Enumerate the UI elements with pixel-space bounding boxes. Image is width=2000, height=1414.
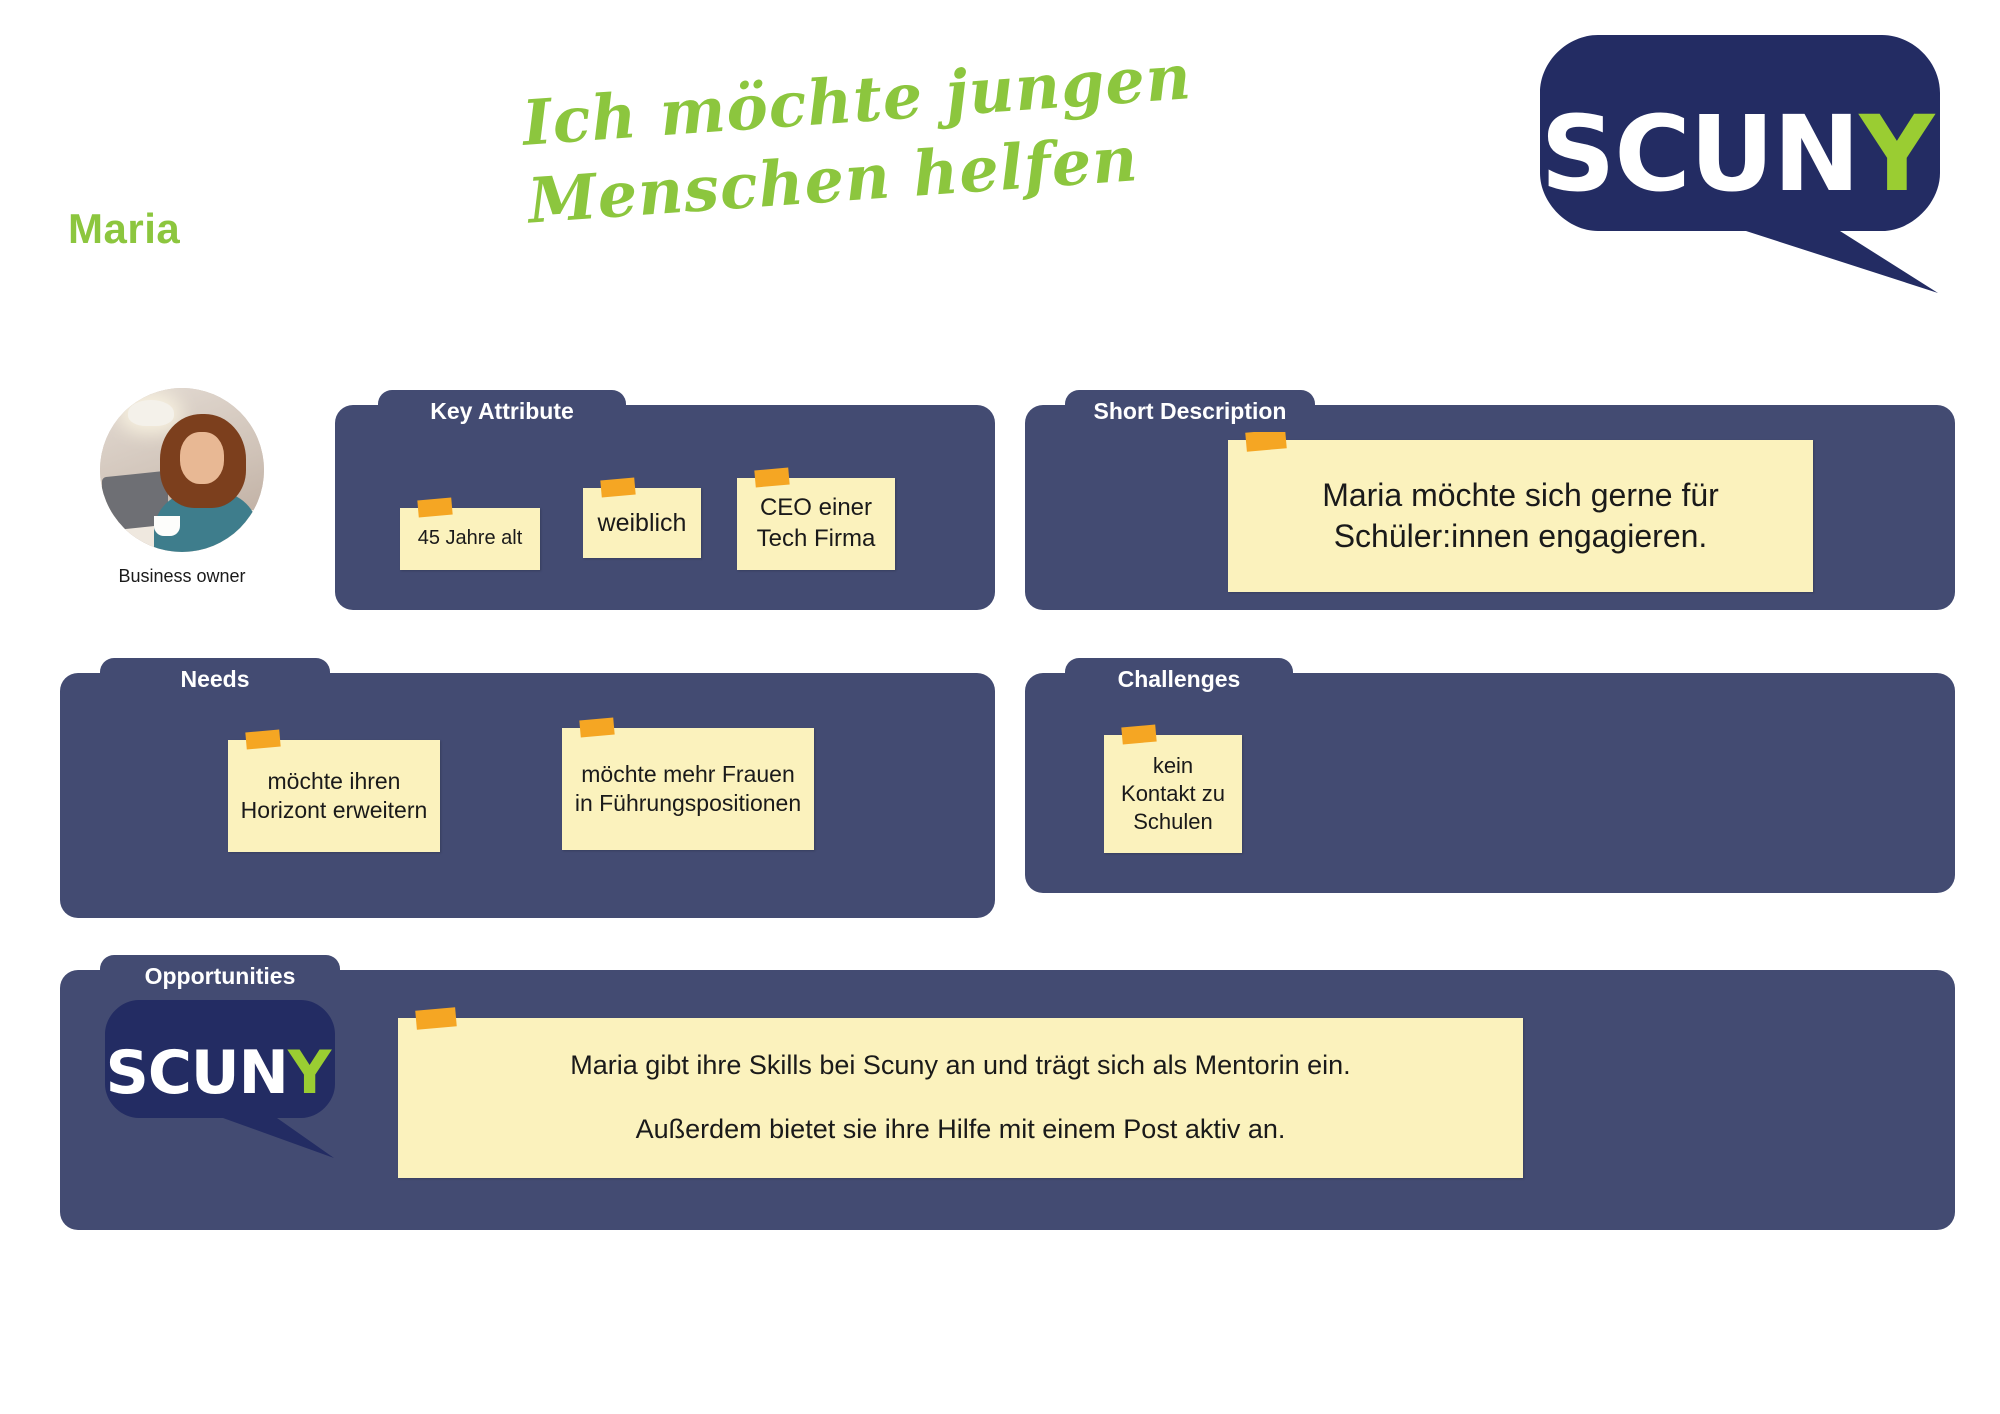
logo-text: SCUN: [1540, 93, 1860, 215]
panel-needs: [60, 673, 995, 918]
tape-icon: [600, 478, 635, 498]
sticky-note: [400, 508, 540, 570]
logo-text: SCUN: [105, 1038, 288, 1108]
scuny-wordmark: [105, 1000, 335, 1160]
headline-quote: Ich möchte jungen Menschen helfen: [520, 40, 1194, 238]
avatar-caption: Business owner: [118, 566, 246, 586]
tape-icon: [245, 730, 280, 750]
tape-icon: [415, 1007, 457, 1029]
logo-text-accent: Y: [1859, 93, 1934, 215]
cup-icon: [154, 516, 180, 536]
panel-title-key-attribute: Key Attribute: [378, 390, 626, 432]
sticky-note: [228, 740, 440, 852]
scuny-logo: [1540, 35, 1940, 295]
tape-icon: [417, 498, 452, 518]
tape-icon: [1245, 429, 1287, 451]
logo-text-accent: Y: [287, 1038, 331, 1108]
sticky-note-text: möchte mehr Frauen in Führungspositionen: [574, 760, 802, 816]
panel-title-opportunities: Opportunities: [100, 955, 340, 997]
sticky-note-text: Außerdem bietet sie ihre Hilfe mit einem Post aktiv an.: [635, 1114, 1286, 1144]
sticky-note: [737, 478, 895, 570]
sticky-note: [583, 488, 701, 558]
sticky-note-text: 45 Jahre alt: [417, 527, 523, 550]
sticky-note-text: CEO einer Tech Firma: [756, 494, 876, 552]
tape-icon: [1121, 725, 1156, 745]
panel-title-challenges: Challenges: [1065, 658, 1293, 700]
tape-icon: [754, 468, 789, 488]
scuny-logo-small: [105, 1000, 335, 1160]
person-face: [180, 432, 224, 484]
sticky-note: [1104, 735, 1242, 853]
avatar: [100, 388, 264, 552]
page-title: Maria: [68, 205, 181, 252]
sticky-note-text: möchte ihren Horizont erweitern: [240, 767, 428, 823]
sticky-note: [562, 728, 814, 850]
sticky-note-text: kein Kontakt zu Schulen: [1121, 752, 1225, 835]
sticky-note: [1228, 440, 1813, 592]
sticky-note: [398, 1018, 1523, 1178]
lamp-icon: [128, 400, 174, 426]
sticky-note-text: weiblich: [597, 509, 687, 537]
panel-title-short-description: Short Description: [1065, 390, 1315, 432]
scuny-wordmark: [1540, 35, 1940, 295]
panel-title-needs: Needs: [100, 658, 330, 700]
avatar-block: [100, 388, 264, 587]
sticky-note-text: Maria gibt ihre Skills bei Scuny an und trägt sich als Mentorin ein.: [570, 1050, 1351, 1081]
sticky-note-text: Maria möchte sich gerne für Schüler:innen engagieren.: [1322, 477, 1719, 554]
tape-icon: [579, 718, 614, 738]
